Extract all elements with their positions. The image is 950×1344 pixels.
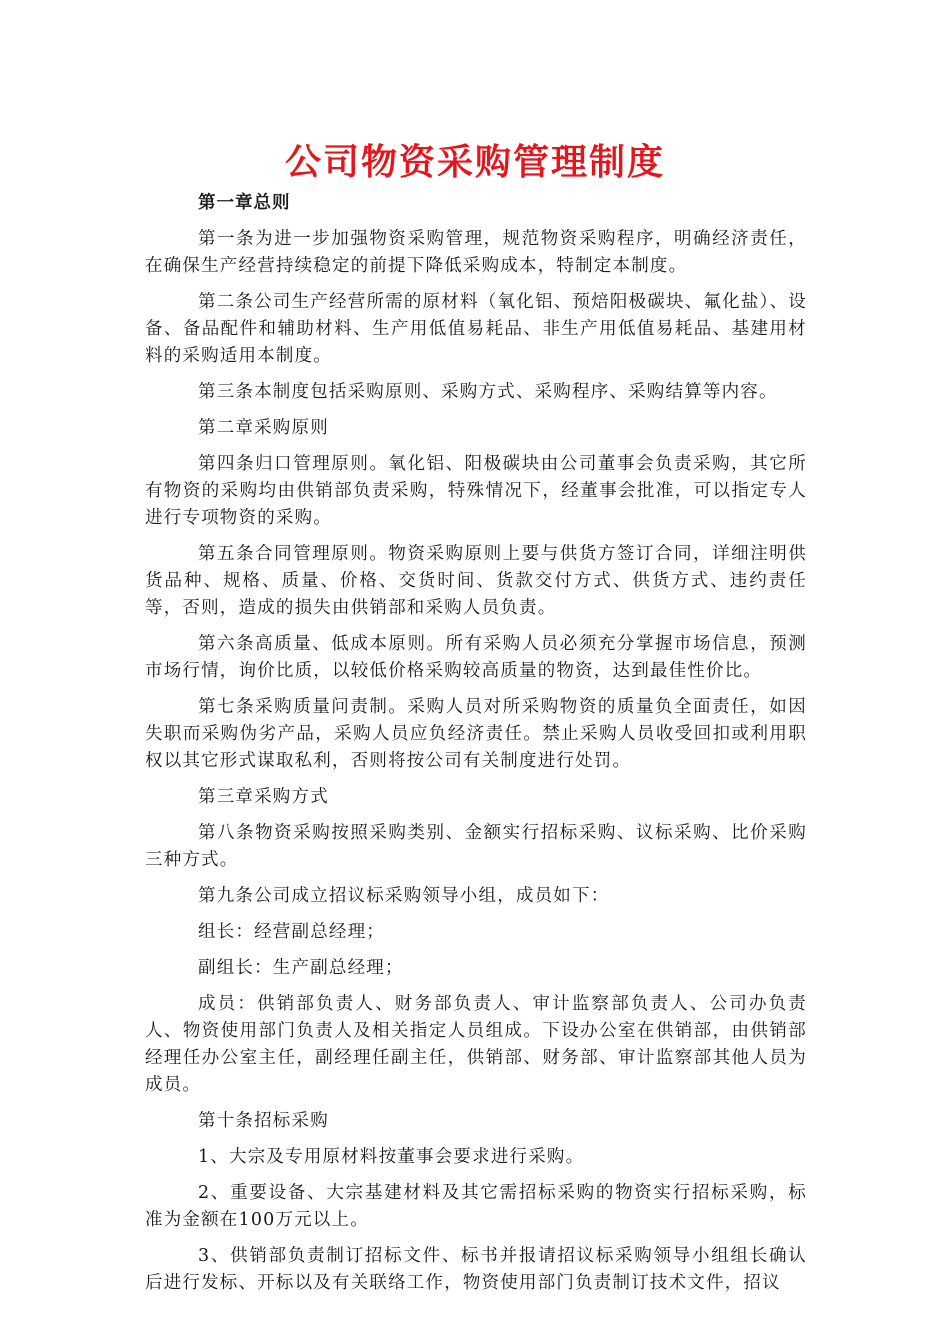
member-line: 副组长：生产副总经理； <box>198 958 404 978</box>
article-paragraph: 第二条公司生产经营所需的原材料（氧化铝、预焙阳极碳块、氟化盐）、设备、备品配件和辅助材料、生产用低值易耗品、非生产用低值易耗品、基建用材料的采购适用本制度。 <box>145 292 807 366</box>
document-body <box>145 190 807 1306</box>
article-paragraph: 第三条本制度包括采购原则、采购方式、采购程序、采购结算等内容。 <box>198 382 778 402</box>
article-paragraph: 第四条归口管理原则。氧化铝、阳极碳块由公司董事会负责采购，其它所有物资的采购均由供销部负责采购，特殊情况下，经董事会批准，可以指定专人进行专项物资的采购。 <box>145 454 807 528</box>
article-paragraph: 第一条为进一步加强物资采购管理，规范物资采购程序，明确经济责任，在确保生产经营持续稳定的前提下降低采购成本，特制定本制度。 <box>145 229 807 276</box>
member-line: 组长：经营副总经理； <box>198 922 385 942</box>
chapter-heading: 第三章采购方式 <box>198 787 329 807</box>
list-item: 1、大宗及专用原材料按董事会要求进行采购。 <box>198 1147 585 1167</box>
list-item: 2、重要设备、大宗基建材料及其它需招标采购的物资实行招标采购，标准为金额在100万元以上。 <box>145 1183 807 1230</box>
article-paragraph: 第五条合同管理原则。物资采购原则上要与供货方签订合同，详细注明供货品种、规格、质量、价格、交货时间、货款交付方式、供货方式、违约责任等，否则，造成的损失由供销部和采购人员负责。 <box>145 544 807 618</box>
chapter-heading: 第二章采购原则 <box>198 418 329 438</box>
article-paragraph: 第九条公司成立招议标采购领导小组，成员如下： <box>198 886 610 906</box>
chapter-heading: 第一章总则 <box>198 193 291 213</box>
article-paragraph: 第六条高质量、低成本原则。所有采购人员必须充分掌握市场信息，预测市场行情，询价比质，以较低价格采购较高质量的物资，达到最佳性价比。 <box>145 634 807 681</box>
article-paragraph: 第十条招标采购 <box>198 1111 329 1131</box>
article-paragraph: 第八条物资采购按照采购类别、金额实行招标采购、议标采购、比价采购三种方式。 <box>145 823 807 870</box>
list-item: 3、供销部负责制订招标文件、标书并报请招议标采购领导小组组长确认后进行发标、开标以及有关联络工作，物资使用部门负责制订技术文件，招议 <box>145 1246 807 1293</box>
member-line: 成员：供销部负责人、财务部负责人、审计监察部负责人、公司办负责人、物资使用部门负责人及相关指定人员组成。下设办公室在供销部，由供销部经理任办公室主任，副经理任副主任，供销部、财务部、审计监察部其他人员为成员。 <box>145 994 807 1095</box>
document-title: 公司物资采购管理制度 <box>284 141 665 183</box>
article-paragraph: 第七条采购质量问责制。采购人员对所采购物资的质量负全面责任，如因失职而采购伪劣产品，采购人员应负经济责任。禁止采购人员收受回扣或利用职权以其它形式谋取私利，否则将按公司有关制度进行处罚。 <box>145 697 807 771</box>
